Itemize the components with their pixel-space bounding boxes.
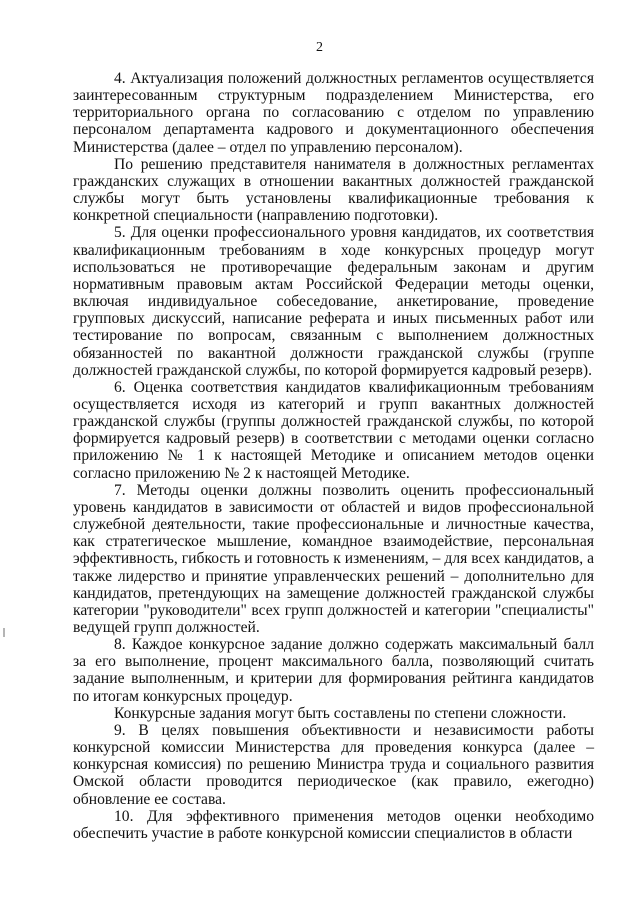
paragraph-5-assessment-methods: 5. Для оценки профессионального уровня кандидатов, их соответствия квалификационным требованиям в ходе конкурсных процедур могут использоваться не противоречащие федеральным законам и другим нормативным правовым актам Российской Федерации методы оценки, включая индивидуальное собеседование, анкетирование, проведение групповых дискуссий, написание реферата и иных письменных работ или тестирование по вопросам, связанным с выполнением должностных обязанностей по вакантной должности гражданской службы (группе должностей гражданской службы, по которой формируется кадровый резерв). [73, 224, 594, 379]
page-number: 2 [316, 40, 323, 55]
paragraph-4-regulations-update: 4. Актуализация положений должностных регламентов осуществляется заинтересованным структурным подразделением Министерства, его территориального органа по согласованию с отделом по управлению персоналом департамента кадрового и документационного обеспечения Министерства (далее – отдел по управлению персоналом). [73, 70, 594, 156]
paragraph-8-task-scoring: 8. Каждое конкурсное задание должно содержать максимальный балл за его выполнение, процент максимального балла, позволяющий считать задание выполненным, и критерии для формирования рейтинга кандидатов по итогам конкурсных процедур. [73, 636, 594, 705]
paragraph-task-difficulty: Конкурсные задания могут быть составлены по степени сложности. [114, 704, 567, 722]
paragraph-qualification-requirements: По решению представителя нанимателя в должностных регламентах гражданских служащих в отношении вакантных должностей гражданской службы могут быть установлены квалификационные требования к конкретной специальности (направлению подготовки). [73, 155, 594, 225]
scan-margin-mark [3, 628, 5, 637]
paragraph-6-compliance-assessment: 6. Оценка соответствия кандидатов квалификационным требованиям осуществляется исходя из категорий и групп вакантных должностей гражданской службы (группы должностей гражданской службы, по которой формируется кадровый резерв) в соответствии с методами оценки согласно приложению № 1 к настоящей Методике и описанием методов оценки согласно приложению № 2 к настоящей Методике. [73, 378, 594, 482]
document-body [73, 70, 594, 842]
paragraph-10-specialist-participation: 10. Для эффективного применения методов оценки необходимо обеспечить участие в работе конкурсной комиссии специалистов в области [73, 807, 594, 842]
paragraph-7-method-goals: 7. Методы оценки должны позволить оценить профессиональный уровень кандидатов в зависимости от областей и видов профессиональной служебной деятельности, такие профессиональные и личностные качества, как стратегическое мышление, командное взаимодействие, персональная эффективность, гибкость и готовность к изменениям, – для всех кандидатов, а также лидерство и принятие управленческих решений – дополнительно для кандидатов, претендующих на замещение должностей гражданской службы категории "руководители" всех групп должностей и категории "специалисты" ведущей групп должностей. [73, 481, 594, 636]
paragraph-9-commission-renewal: 9. В целях повышения объективности и независимости работы конкурсной комиссии Министерства для проведения конкурса (далее – конкурсная комиссия) по решению Министра труда и социального развития Омской области проводится периодическое (как правило, ежегодно) обновление ее состава. [73, 721, 594, 808]
